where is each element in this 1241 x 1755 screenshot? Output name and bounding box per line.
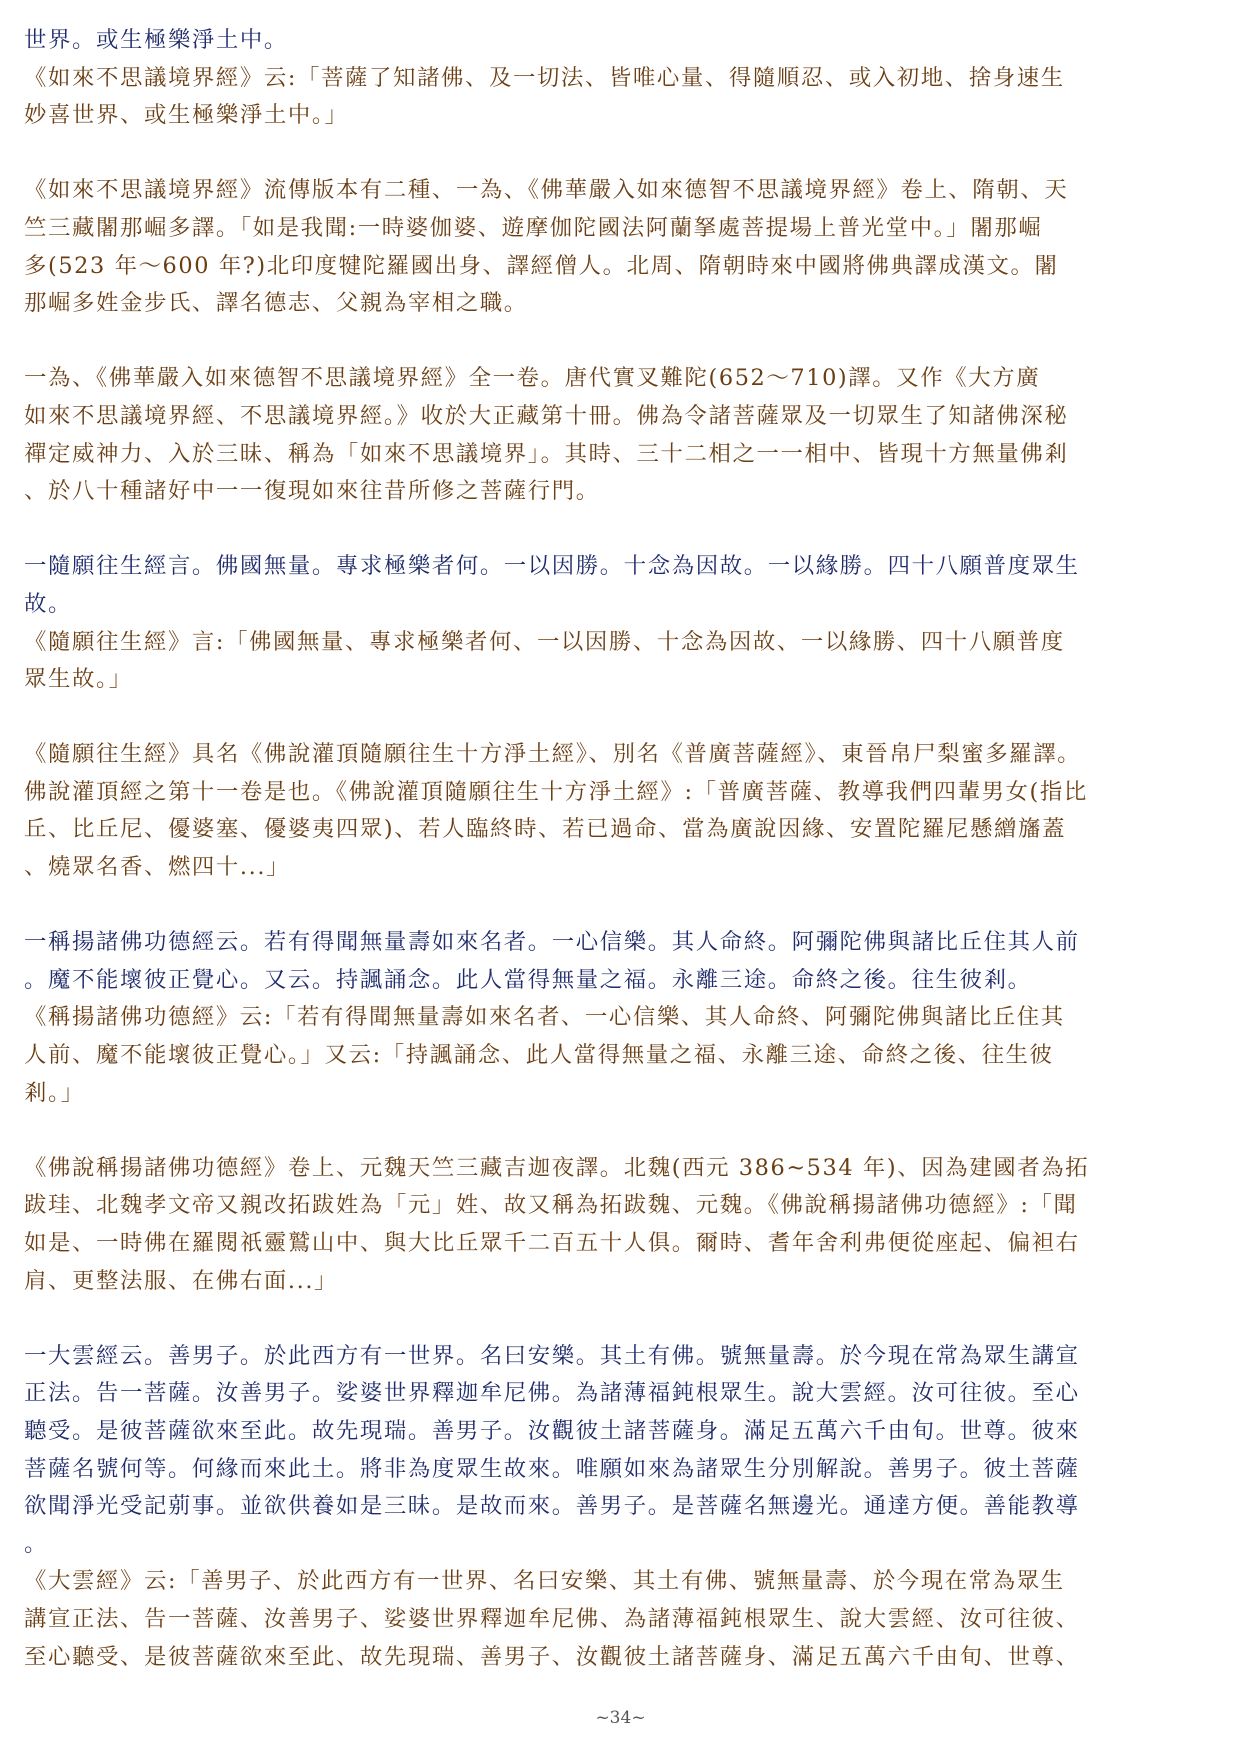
paragraph-gap — [24, 1300, 1220, 1338]
text-line: 佛說灌頂經之第十一卷是也。《佛說灌頂隨願往生十方淨土經》:「普廣菩薩、教導我們四輩男女(指比 — [24, 778, 1088, 805]
text-line: 《稱揚諸佛功德經》云:「若有得聞無量壽如來名者、一心信樂、其人命終、阿彌陀佛與諸比丘住其 — [24, 1004, 1065, 1031]
text-line: 多(523 年～600 年?)北印度犍陀羅國出身、譯經僧人。北周、隋朝時來中國將佛典譯成漢文。闍 — [24, 252, 1059, 279]
page-number: ~34~ — [595, 1708, 646, 1728]
text-line: 如來不思議境界經、不思議境界經。》收於大正藏第十冊。佛為令諸菩薩眾及一切眾生了知諸佛深秘 — [24, 402, 1069, 429]
commentary-paragraph — [24, 999, 1220, 1112]
commentary-paragraph — [24, 624, 1220, 699]
text-line: 《大雲經》云:「善男子、於此西方有一世界、名曰安樂、其土有佛、號無量壽、於今現在常為眾生 — [24, 1568, 1065, 1595]
text-line: 至心聽受、是彼菩薩欲來至此、故先現瑞、善男子、汝觀彼土諸菩薩身、滿足五萬六千由旬、世尊、 — [24, 1643, 1080, 1670]
text-line: 那崛多姓金步氏、譯名德志、父親為宰相之職。 — [24, 290, 528, 317]
scripture-quote-paragraph — [24, 1338, 1220, 1564]
text-line: 《如來不思議境界經》流傳版本有二種、一為、《佛華嚴入如來德智不思議境界經》卷上、隋朝、天 — [24, 177, 1069, 204]
paragraph-gap — [24, 887, 1220, 925]
commentary-paragraph — [24, 172, 1220, 322]
text-line: 世界。或生極樂淨土中。 — [24, 27, 288, 53]
text-line: 人前、魔不能壞彼正覺心。」又云:「持諷誦念、此人當得無量之福、永離三途、命終之後、往生彼 — [24, 1042, 1054, 1069]
text-line: 一為、《佛華嚴入如來德智不思議境界經》全一卷。唐代實叉難陀(652～710)譯。又作《大方廣 — [24, 365, 1041, 392]
text-line: 故。 — [24, 590, 72, 617]
text-line: 《隨願往生經》具名《佛說灌頂隨願往生十方淨土經》、別名《普廣菩薩經》、東晉帛尸梨蜜多羅譯。 — [24, 741, 1082, 768]
text-line: 丘、比丘尼、優婆塞、優婆夷四眾)、若人臨終時、若已過命、當為廣說因緣、安置陀羅尼懸繒旛蓋 — [24, 816, 1066, 843]
paragraph-gap — [24, 1112, 1220, 1150]
text-line: 。魔不能壞彼正覺心。又云。持諷誦念。此人當得無量之福。永離三途。命終之後。往生彼剎。 — [24, 966, 1032, 993]
scripture-quote-paragraph — [24, 22, 1220, 60]
scripture-quote-paragraph — [24, 548, 1220, 623]
text-line: 竺三藏闍那崛多譯。「如是我聞:一時婆伽婆、遊摩伽陀國法阿蘭拏處菩提場上普光堂中。」闍那崛 — [24, 214, 1043, 241]
text-line: 菩薩名號何等。何緣而來此土。將非為度眾生故來。唯願如來為諸眾生分別解說。善男子。彼土菩薩 — [24, 1455, 1080, 1482]
text-line: 如是、一時佛在羅閱祇靈鷲山中、與大比丘眾千二百五十人俱。爾時、耆年舍利弗便從座起、偏袒右 — [24, 1230, 1080, 1256]
text-line: 正法。告一菩薩。汝善男子。娑婆世界釋迦牟尼佛。為諸薄福鈍根眾生。說大雲經。汝可往彼。至心 — [24, 1380, 1080, 1407]
text-line: 《隨願往生經》言:「佛國無量、專求極樂者何、一以因勝、十念為因故、一以緣勝、四十八願普度 — [24, 628, 1065, 655]
commentary-paragraph — [24, 1150, 1220, 1300]
text-line: 妙喜世界、或生極樂淨土中。」 — [24, 102, 349, 129]
commentary-paragraph — [24, 1563, 1220, 1676]
commentary-paragraph — [24, 60, 1220, 135]
text-line: 、燒眾名香、燃四十...」 — [24, 854, 291, 881]
text-line: 一大雲經云。善男子。於此西方有一世界。名曰安樂。其土有佛。號無量壽。於今現在常為眾生講宣 — [24, 1342, 1080, 1369]
paragraph-gap — [24, 699, 1220, 737]
document-page — [24, 22, 1220, 1676]
text-line: 一隨願往生經言。佛國無量。專求極樂者何。一以因勝。十念為因故。一以緣勝。四十八願普度眾生 — [24, 553, 1080, 580]
scripture-quote-paragraph — [24, 924, 1220, 999]
text-line: 。 — [24, 1530, 48, 1557]
commentary-paragraph — [24, 736, 1220, 886]
text-line: 聽受。是彼菩薩欲來至此。故先現瑞。善男子。汝觀彼土諸菩薩身。滿足五萬六千由旬。世尊。彼來 — [24, 1417, 1080, 1444]
text-line: 欲聞淨光受記莂事。並欲供養如是三昧。是故而來。善男子。是菩薩名無邊光。通達方便。善能教導 — [24, 1493, 1080, 1520]
text-line: 、於八十種諸好中一一復現如來往昔所修之菩薩行門。 — [24, 478, 600, 505]
text-line: 眾生故。」 — [24, 666, 133, 693]
text-line: 一稱揚諸佛功德經云。若有得聞無量壽如來名者。一心信樂。其人命終。阿彌陀佛與諸比丘住其人前 — [24, 929, 1080, 956]
text-line: 剎。」 — [24, 1079, 85, 1106]
paragraph-gap — [24, 323, 1220, 361]
commentary-paragraph — [24, 360, 1220, 510]
text-line: 《佛說稱揚諸佛功德經》卷上、元魏天竺三藏吉迦夜譯。北魏(西元 386~534 年)、因為建國者為拓 — [24, 1154, 1090, 1181]
text-line: 肩、更整法服、在佛右面...」 — [24, 1267, 339, 1294]
text-line: 跋珪、北魏孝文帝又親改拓跋姓為「元」姓、故又稱為拓跋魏、元魏。《佛說稱揚諸佛功德經》:「聞 — [24, 1192, 1078, 1219]
text-line: 《如來不思議境界經》云:「菩薩了知諸佛、及一切法、皆唯心量、得隨順忍、或入初地、捨身速生 — [24, 64, 1065, 91]
text-line: 講宣正法、告一菩薩、汝善男子、娑婆世界釋迦牟尼佛、為諸薄福鈍根眾生、說大雲經、汝可往彼、 — [24, 1605, 1080, 1632]
paragraph-gap — [24, 135, 1220, 173]
paragraph-gap — [24, 511, 1220, 549]
text-line: 禪定威神力、入於三昧、稱為「如來不思議境界」。其時、三十二相之一一相中、皆現十方無量佛剎 — [24, 440, 1069, 467]
